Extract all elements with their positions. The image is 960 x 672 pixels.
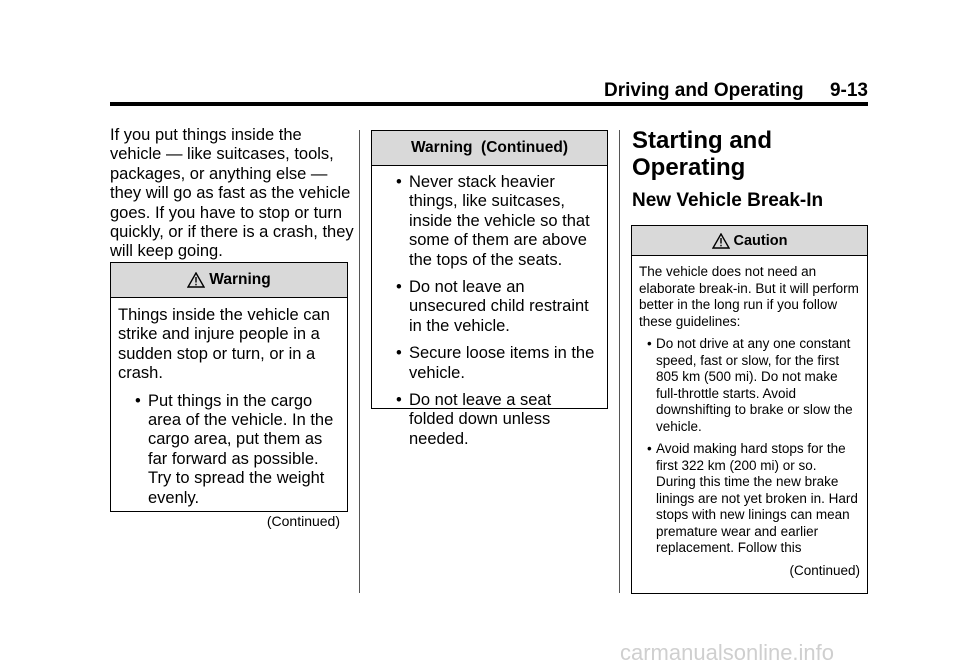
warning-continued-box bbox=[371, 130, 608, 448]
caution-list bbox=[639, 336, 860, 557]
header-section: Driving and Operating bbox=[604, 80, 804, 101]
subsection-title: New Vehicle Break-In bbox=[632, 190, 824, 211]
page-header bbox=[560, 80, 868, 102]
caution-body-text: The vehicle does not need an elaborate break-in. But it will perform better in the long run if you follow these guidelines: bbox=[639, 264, 859, 329]
warning-list bbox=[118, 392, 340, 508]
warning-continued-header bbox=[372, 131, 607, 166]
intro-paragraph: If you put things inside the vehicle — like suitcases, tools, packages, or anything else — they will go as fast as the vehicle goes. If you have to stop or turn quickly, or if there is a crash, they will keep going. bbox=[110, 126, 354, 261]
warning-title: Warning bbox=[209, 271, 271, 288]
column-divider-1 bbox=[359, 130, 360, 593]
list-item: • Secure loose items in the vehicle. bbox=[396, 344, 595, 382]
section-title: Starting and Operating bbox=[632, 127, 773, 181]
warning-continued-list bbox=[379, 173, 600, 449]
continued-label: (Continued) bbox=[266, 513, 340, 530]
caution-triangle-icon bbox=[712, 233, 730, 249]
list-item: • Do not drive at any one constant speed, fast or slow, for the first 805 km (500 mi). Do not make full-throttle starts. Avoid downshifting to brake or slow the vehicle. bbox=[647, 336, 853, 434]
warning-continued-title: Warning (Continued) bbox=[411, 139, 568, 156]
caution-title: Caution bbox=[733, 232, 788, 249]
list-item: • Do not leave an unsecured child restraint in the vehicle. bbox=[396, 278, 589, 335]
watermark: carmanualsonline.info bbox=[620, 640, 835, 665]
column-divider-2 bbox=[619, 130, 620, 593]
continued-label: (Continued) bbox=[789, 562, 860, 578]
caution-box bbox=[631, 225, 868, 594]
list-item: • Avoid making hard stops for the first 322 km (200 mi) or so. During this time the new brake linings are not yet broken in. Hard stops with new linings can mean premature wear and earlier replacement. Follow this bbox=[647, 441, 858, 555]
caution-header bbox=[632, 226, 867, 256]
list-item: • Never stack heavier things, like suitcases, inside the vehicle so that some of them are above the tops of the seats. bbox=[396, 173, 590, 269]
warning-body: Things inside the vehicle can strike and injure people in a sudden stop or turn, or in a crash. bbox=[118, 306, 330, 383]
page-number: 9-13 bbox=[829, 80, 868, 101]
warning-triangle-icon bbox=[187, 272, 205, 288]
warning-box bbox=[110, 262, 348, 530]
list-item: • Do not leave a seat folded down unless needed. bbox=[396, 391, 552, 448]
warning-header bbox=[111, 263, 347, 298]
header-rule bbox=[110, 102, 868, 106]
list-item: • Put things in the cargo area of the vehicle. In the cargo area, put them as far forward as possible. Try to spread the weight evenly. bbox=[135, 391, 334, 507]
